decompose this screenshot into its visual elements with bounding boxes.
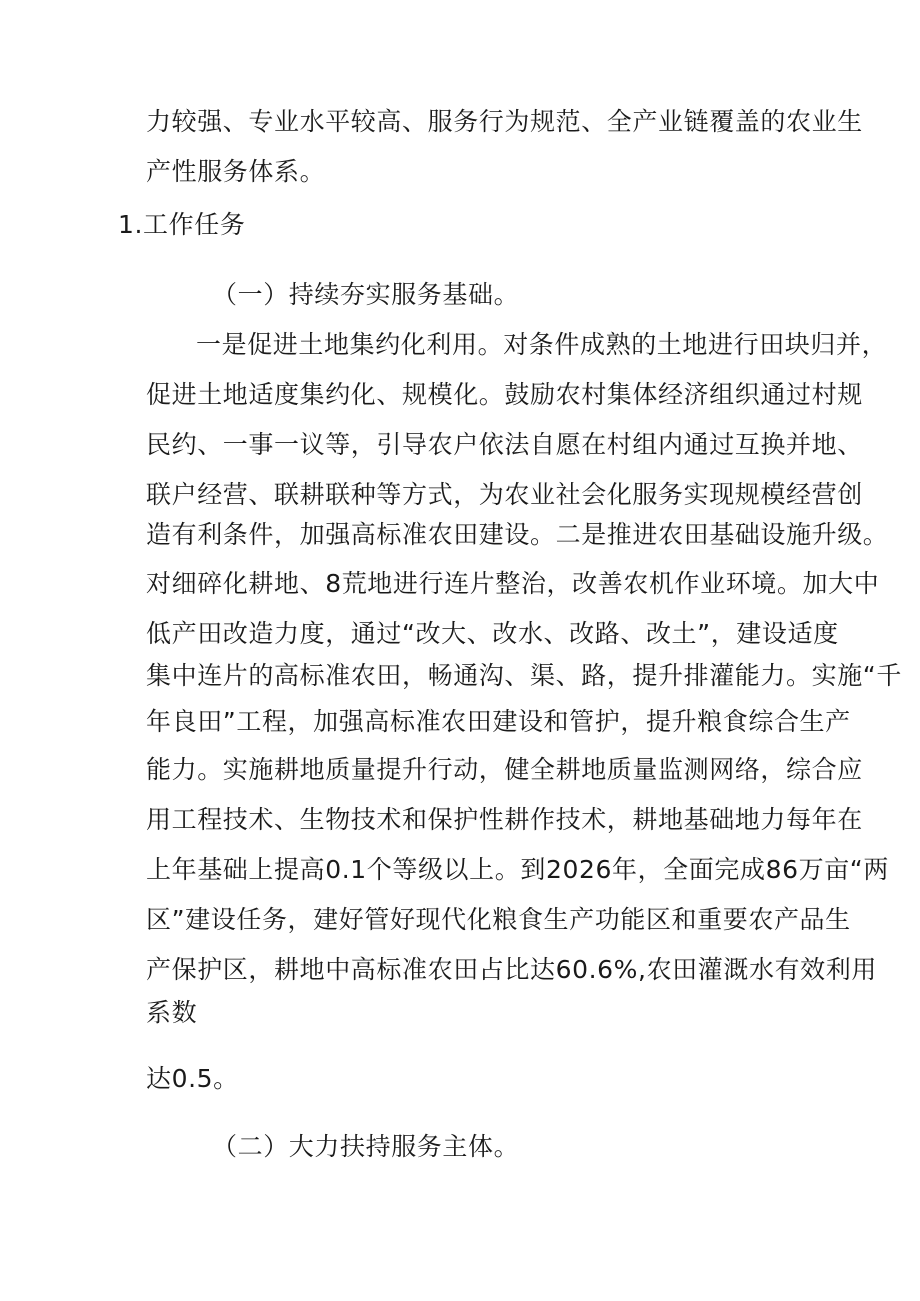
body-line-15: 系数 (146, 998, 198, 1027)
body-line-8: 集中连片的高标准农田，畅通沟、渠、路，提升排灌能力。实施“千 (146, 661, 902, 690)
body-line-2: 促进土地适度集约化、规模化。鼓励农村集体经济组织通过村规 (146, 380, 863, 409)
body-line-11: 用工程技术、生物技术和保护性耕作技术，耕地基础地力每年在 (146, 805, 863, 834)
body-line-13: 区”建设任务，建好管好现代化粮食生产功能区和重要农产品生 (146, 905, 851, 934)
body-line-10: 能力。实施耕地质量提升行动，健全耕地质量监测网络，综合应 (146, 755, 863, 784)
body-line-6: 对细碎化耕地、8荒地进行连片整治，改善农机作业环境。加大中 (146, 569, 880, 598)
body-line-3: 民约、一事一议等，引导农户依法自愿在村组内通过互换并地、 (146, 430, 863, 459)
body-line-4: 联户经营、联耕联种等方式，为农业社会化服务实现规模经营创 (146, 480, 863, 509)
body-line-5: 造有利条件，加强高标准农田建设。二是推进农田基础设施升级。 (146, 520, 889, 549)
intro-line-1: 力较强、专业水平较高、服务行为规范、全产业链覆盖的农业生 (146, 107, 863, 136)
subheading-2: （二）大力扶持服务主体。 (212, 1132, 520, 1161)
body-line-7: 低产田改造力度，通过“改大、改水、改路、改土”，建设适度 (146, 619, 839, 648)
subheading-1: （一）持续夯实服务基础。 (212, 280, 520, 309)
section-heading: 1.工作任务 (118, 210, 246, 239)
body-line-16: 达0.5。 (146, 1064, 239, 1093)
body-line-14: 产保护区，耕地中高标准农田占比达60.6%,农田灌溉水有效利用 (146, 955, 877, 984)
body-line-12: 上年基础上提高0.1个等级以上。到2026年，全面完成86万亩“两 (146, 855, 889, 884)
body-line-1: 一是促进土地集约化利用。对条件成熟的土地进行田块归并， (196, 330, 888, 359)
intro-line-2: 产性服务体系。 (146, 157, 326, 186)
body-line-9: 年良田”工程，加强高标准农田建设和管护，提升粮食综合生产 (146, 707, 851, 736)
